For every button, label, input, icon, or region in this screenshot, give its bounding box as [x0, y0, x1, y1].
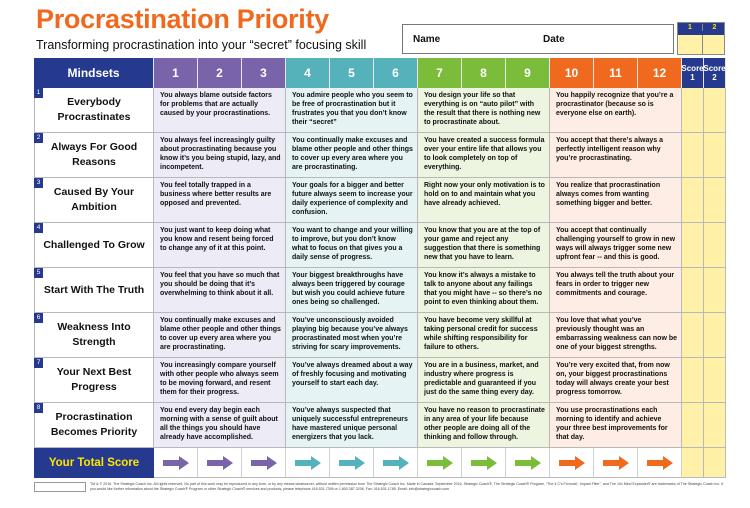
- option-cell-10-12[interactable]: You accept that continually challenging yourself to grow in new ways will always trigger some new upfront fear -- and this is good.: [550, 223, 682, 267]
- score2-input[interactable]: [704, 268, 726, 312]
- option-cell-7-9[interactable]: Right now your only motivation is to hold on to and maintain what you have already achieved.: [418, 178, 550, 222]
- total-arrow-cell: [330, 448, 374, 478]
- score1-input[interactable]: [682, 358, 704, 402]
- row-number: 4: [34, 223, 43, 233]
- total-arrow-cell: [286, 448, 330, 478]
- total-arrow-cell: [198, 448, 242, 478]
- mindset-label: [34, 268, 154, 312]
- option-cell-10-12[interactable]: You love that what you’ve previously thought was an embarrassing weakness can now be one of your biggest strengths.: [550, 313, 682, 357]
- option-cell-10-12[interactable]: You realize that procrastination always comes from wanting something bigger and better.: [550, 178, 682, 222]
- column-number: 7: [418, 58, 462, 88]
- summary-score-col-1: 1: [688, 24, 692, 31]
- option-cell-4-6[interactable]: You’ve always suspected that uniquely successful entrepreneurs have mastered unique personal energizers that you lack.: [286, 403, 418, 447]
- option-cell-7-9[interactable]: You know it’s always a mistake to talk to anyone about any failings that you might have -- so there’s no point to even thinking about them.: [418, 268, 550, 312]
- score2-input[interactable]: [704, 133, 726, 177]
- option-cell-7-9[interactable]: You have become very skillful at taking personal credit for success while shifting responsibility for failure to others.: [418, 313, 550, 357]
- option-cell-4-6[interactable]: You continually make excuses and blame other people and other things to cover up every area where you are procrastinating.: [286, 133, 418, 177]
- mindset-label: [34, 313, 154, 357]
- score1-input[interactable]: [682, 178, 704, 222]
- arrow-right-icon: [471, 456, 497, 470]
- score1-input[interactable]: [682, 313, 704, 357]
- option-cell-4-6[interactable]: You admire people who you seem to be free of procrastination but it frustrates you that you don’t know their “secret”: [286, 88, 418, 132]
- score1-header: Score 1: [682, 58, 704, 88]
- option-cell-4-6[interactable]: Your biggest breakthroughs have always been triggered by courage but wish you could achieve future ones being so challenged.: [286, 268, 418, 312]
- option-cell-4-6[interactable]: Your goals for a bigger and better future always seem to increase your daily experience of complexity and confusion.: [286, 178, 418, 222]
- score2-header: Score 2: [704, 58, 726, 88]
- total-arrow-cell: [154, 448, 198, 478]
- option-cell-4-6[interactable]: You’ve unconsciously avoided playing big because you’ve always procrastinated most when you’re striving for scary improvements.: [286, 313, 418, 357]
- total-arrow-cell: [242, 448, 286, 478]
- total-arrow-cell: [550, 448, 594, 478]
- mindset-label: [34, 178, 154, 222]
- option-cell-1-3[interactable]: You feel that you have so much that you should be doing that it’s overwhelming to think about it all.: [154, 268, 286, 312]
- score1-input[interactable]: [682, 223, 704, 267]
- row-number: 3: [34, 178, 43, 188]
- option-cell-4-6[interactable]: You want to change and your willing to improve, but you don’t know what to focus on that gives you a daily sense of progress.: [286, 223, 418, 267]
- arrow-right-icon: [427, 456, 453, 470]
- mindset-label-text: Your Next Best Progress: [56, 366, 132, 393]
- arrow-right-icon: [163, 456, 189, 470]
- option-cell-1-3[interactable]: You just want to keep doing what you know and resent being forced to change any of it at this point.: [154, 223, 286, 267]
- column-number: 3: [242, 58, 286, 88]
- total-arrow-cell: [506, 448, 550, 478]
- score2-input[interactable]: [704, 313, 726, 357]
- score2-input[interactable]: [704, 358, 726, 402]
- score2-input[interactable]: [704, 403, 726, 447]
- mindset-row: [34, 178, 726, 223]
- mindset-label-text: Always For Good Reasons: [50, 141, 138, 168]
- column-number: 4: [286, 58, 330, 88]
- arrow-right-icon: [647, 456, 673, 470]
- option-cell-10-12[interactable]: You accept that there’s always a perfectly intelligent reason why you’re procrastinating.: [550, 133, 682, 177]
- mindset-row: [34, 403, 726, 448]
- option-cell-1-3[interactable]: You end every day begin each morning with a sense of guilt about all the things you should have already have accomplished.: [154, 403, 286, 447]
- page-subtitle: Transforming procrastination into your “secret” focusing skill: [36, 38, 367, 52]
- summary-score-col-2: 2: [702, 24, 726, 31]
- arrow-right-icon: [207, 456, 233, 470]
- option-cell-7-9[interactable]: You design your life so that everything is on “auto pilot” with the result that there is nothing new to procrastinate about.: [418, 88, 550, 132]
- strategic-coach-logo: [34, 482, 86, 492]
- column-number: 11: [594, 58, 638, 88]
- mindset-label: [34, 403, 154, 447]
- column-number: 1: [154, 58, 198, 88]
- column-number: 2: [198, 58, 242, 88]
- arrow-right-icon: [515, 456, 541, 470]
- name-label: Name: [413, 34, 441, 45]
- column-number: 5: [330, 58, 374, 88]
- column-number: 12: [638, 58, 682, 88]
- name-date-field[interactable]: [402, 24, 674, 54]
- score1-input[interactable]: [682, 88, 704, 132]
- mindset-row: [34, 313, 726, 358]
- mindset-label: [34, 223, 154, 267]
- footer-copyright: TM & © 2016. The Strategic Coach Inc. All rights reserved. No part of this work may be reproduced in any form, or by any means whatsoever, without written permission from The Strategic Coach Inc. Made in Canada. September 2016. Strategic Coach®, The Strategic Coach® Program, “The 4 C’s Formula”, Impact Filter”, and The 10x Mind Expander® are trademarks of The Strategic Coach Inc. If you would like further information about the Strategic Coach® Program or other Strategic Coach® services and products, please telephone 416.531.7399 or 1.800.387.3206. Fax: 416.531.1785. Email: info@strategiccoach.com: [90, 482, 724, 491]
- mindset-row: [34, 88, 726, 133]
- arrow-right-icon: [339, 456, 365, 470]
- option-cell-4-6[interactable]: You’ve always dreamed about a way of freshly focusing and motivating yourself to start each day.: [286, 358, 418, 402]
- option-cell-1-3[interactable]: You increasingly compare yourself with other people who always seem to be moving forward, and resent them for their progress.: [154, 358, 286, 402]
- option-cell-10-12[interactable]: You always tell the truth about your fears in order to trigger new commitments and courage.: [550, 268, 682, 312]
- score2-input[interactable]: [704, 223, 726, 267]
- option-cell-10-12[interactable]: You use procrastinations each morning to identify and achieve your three best improvements for that day.: [550, 403, 682, 447]
- mindset-label-text: Procrastination Becomes Priority: [50, 411, 138, 438]
- column-number: 8: [462, 58, 506, 88]
- mindsets-header: Mindsets: [34, 58, 154, 88]
- total-arrow-cell: [418, 448, 462, 478]
- mindset-label-text: Start With The Truth: [43, 283, 145, 296]
- option-cell-1-3[interactable]: You always feel increasingly guilty about procrastinating because you know it’s you being stupid, lazy, and incompetent.: [154, 133, 286, 177]
- row-number: 5: [34, 268, 43, 278]
- score1-input[interactable]: [682, 403, 704, 447]
- arrow-right-icon: [295, 456, 321, 470]
- mindset-grid: [34, 58, 726, 478]
- mindset-label-text: Everybody Procrastinates: [57, 96, 131, 123]
- column-number: 9: [506, 58, 550, 88]
- total-arrow-cell: [594, 448, 638, 478]
- row-number: 1: [34, 88, 43, 98]
- column-number: 6: [374, 58, 418, 88]
- mindset-label: [34, 88, 154, 132]
- mindset-row: [34, 133, 726, 178]
- mindset-label-text: Caused By Your Ambition: [53, 186, 135, 213]
- mindset-label: [34, 133, 154, 177]
- score2-input[interactable]: [704, 178, 726, 222]
- mindset-row: [34, 223, 726, 268]
- mindset-row: [34, 358, 726, 403]
- total-arrow-cell: [374, 448, 418, 478]
- score1-input[interactable]: [682, 133, 704, 177]
- option-cell-7-9[interactable]: You are in a business, market, and industry where progress is predictable and guaranteed if you just do the same thing every day.: [418, 358, 550, 402]
- summary-score-box[interactable]: [677, 22, 725, 55]
- page-title: Procrastination Priority: [36, 4, 329, 34]
- option-cell-1-3[interactable]: You always blame outside factors for problems that are actually caused by your procrastinations.: [154, 88, 286, 132]
- option-cell-7-9[interactable]: You have created a success formula over your entire life that allows you to look completely on top of everything.: [418, 133, 550, 177]
- row-number: 2: [34, 133, 43, 143]
- row-number: 6: [34, 313, 43, 323]
- mindset-row: [34, 268, 726, 313]
- option-cell-1-3[interactable]: You feel totally trapped in a business where better results are opposed and prevented.: [154, 178, 286, 222]
- column-number: 10: [550, 58, 594, 88]
- total-score1-input[interactable]: [682, 448, 704, 478]
- arrow-right-icon: [559, 456, 585, 470]
- total-score-row: [34, 448, 726, 478]
- score2-input[interactable]: [704, 88, 726, 132]
- summary-score-header: [678, 23, 724, 35]
- total-score2-input[interactable]: [704, 448, 726, 478]
- arrow-right-icon: [603, 456, 629, 470]
- total-score-label: Your Total Score: [34, 448, 154, 478]
- mindset-label-text: Weakness Into Strength: [57, 321, 131, 348]
- total-arrow-cell: [638, 448, 682, 478]
- option-cell-7-9[interactable]: You have no reason to procrastinate in any area of your life because other people are doing all of the thinking and follow through.: [418, 403, 550, 447]
- mindset-label-text: Challenged To Grow: [43, 238, 145, 251]
- option-cell-10-12[interactable]: You’re very excited that, from now on, your biggest procrastinations today will always create your best progress tomorrow.: [550, 358, 682, 402]
- option-cell-7-9[interactable]: You know that you are at the top of your game and reject any suggestion that there is something new that you have to learn.: [418, 223, 550, 267]
- date-label: Date: [543, 34, 565, 45]
- option-cell-1-3[interactable]: You continually make excuses and blame other people and other things to cover up every area where you are procrastinating.: [154, 313, 286, 357]
- arrow-right-icon: [383, 456, 409, 470]
- row-number: 8: [34, 403, 43, 413]
- score1-input[interactable]: [682, 268, 704, 312]
- option-cell-10-12[interactable]: You happily recognize that you’re a procrastinator (because so is everyone else on earth).: [550, 88, 682, 132]
- total-arrow-cell: [462, 448, 506, 478]
- row-number: 7: [34, 358, 43, 368]
- mindset-label: [34, 358, 154, 402]
- grid-header-row: [34, 58, 726, 88]
- summary-score-divider: [702, 35, 703, 55]
- arrow-right-icon: [251, 456, 277, 470]
